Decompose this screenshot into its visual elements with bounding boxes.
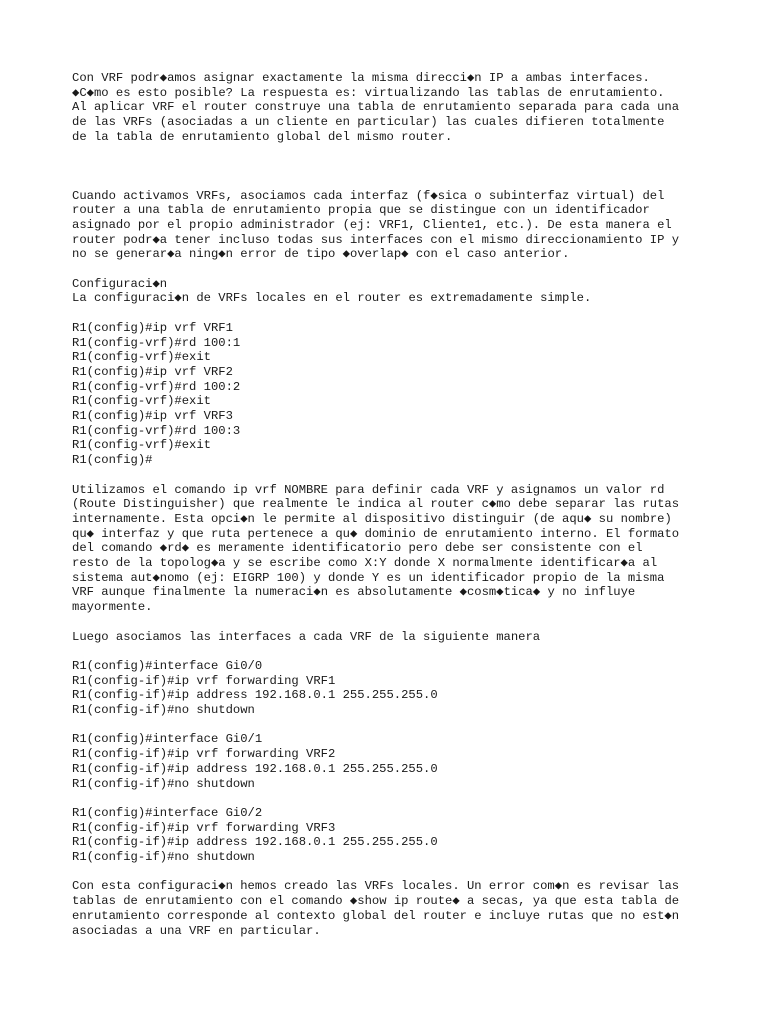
spacer [72,718,712,733]
paragraph-conclusion: Con esta configuraci◆n hemos creado las VRFs locales. Un error com◆n es revisar las tablas de enrutamiento con el comando ◆show ip route◆ a secas, ya que esta tabla de enrutamiento corresponde al contexto global del router e incluye rutas que no est◆n asociadas a una VRF en particular. [72,879,680,938]
paragraph-configuration-heading: Configuraci◆n La configuraci◆n de VRFs locales en el router es extremadamente simple. [72,276,592,306]
paragraph-associate-interfaces: Luego asociamos las interfaces a cada VRF de la siguiente manera [72,629,541,644]
spacer [72,865,712,880]
spacer [72,306,712,321]
paragraph-vrf-intro: Con VRF podr◆amos asignar exactamente la misma direcci◆n IP a ambas interfaces. ◆C◆mo es esto posible? La respuesta es: virtualizando las tablas de enrutamiento. Al aplicar VRF el router construye una tabla de enrutamiento separada para cada una de las VRFs (asociadas a un cliente en particular) las cuales difieren totalmente de la tabla de enrutamiento global del mismo router. [72,71,680,144]
code-block-interface-gi0-1: R1(config)#interface Gi0/1 R1(config-if)#ip vrf forwarding VRF2 R1(config-if)#ip address 192.168.0.1 255.255.255.0 R1(config-if)#no shutdown [72,732,438,791]
code-block-interface-gi0-0: R1(config)#interface Gi0/0 R1(config-if)#ip vrf forwarding VRF1 R1(config-if)#ip address 192.168.0.1 255.255.255.0 R1(config-if)#no shutdown [72,658,438,718]
document-page [72,71,712,938]
spacer [72,615,712,630]
paragraph-rd-explanation: Utilizamos el comando ip vrf NOMBRE para definir cada VRF y asignamos un valor rd (Route Distinguisher) que realmente le indica al router c◆mo debe separar las rutas internamente. Esta opci◆n le permite al dispositivo distinguir (de aqu◆ su nombre) qu◆ interfaz y que ruta pertenece a qu◆ dominio de enrutamiento interno. El formato del comando ◆rd◆ es meramente identificatorio pero debe ser consistente con el resto de la topolog◆a y se escribe como X:Y donde X normalmente identificar◆a al sistema aut◆nomo (ej: EIGRP 100) y donde Y es un identificador propio de la misma VRF aunque finalmente la numeraci◆n es absolutamente ◆cosm◆tica◆ y no influye mayormente. [72,482,680,615]
spacer [72,791,712,806]
code-block-interface-gi0-2: R1(config)#interface Gi0/2 R1(config-if)#ip vrf forwarding VRF3 R1(config-if)#ip address 192.168.0.1 255.255.255.0 R1(config-if)#no shutdown [72,805,438,865]
paragraph-vrf-activation: Cuando activamos VRFs, asociamos cada interfaz (f◆sica o subinterfaz virtual) del router a una tabla de enrutamiento propia que se distingue con un identificador asignado por el propio administrador (ej: VRF1, Cliente1, etc.). De esta manera el router podr◆a tener incluso todas sus interfaces con el mismo direccionamiento IP y no se generar◆a ning◆n error de tipo ◆overlap◆ con el caso anterior. [72,188,680,262]
code-block-vrf-definition: R1(config)#ip vrf VRF1 R1(config-vrf)#rd 100:1 R1(config-vrf)#exit R1(config)#ip vrf VRF2 R1(config-vrf)#rd 100:2 R1(config-vrf)#exit R1(config)#ip vrf VRF3 R1(config-vrf)#rd 100:3 R1(config-vrf)#exit R1(config)# [72,320,241,468]
spacer [72,262,712,277]
spacer [72,145,712,189]
spacer [72,468,712,483]
spacer [72,644,712,659]
